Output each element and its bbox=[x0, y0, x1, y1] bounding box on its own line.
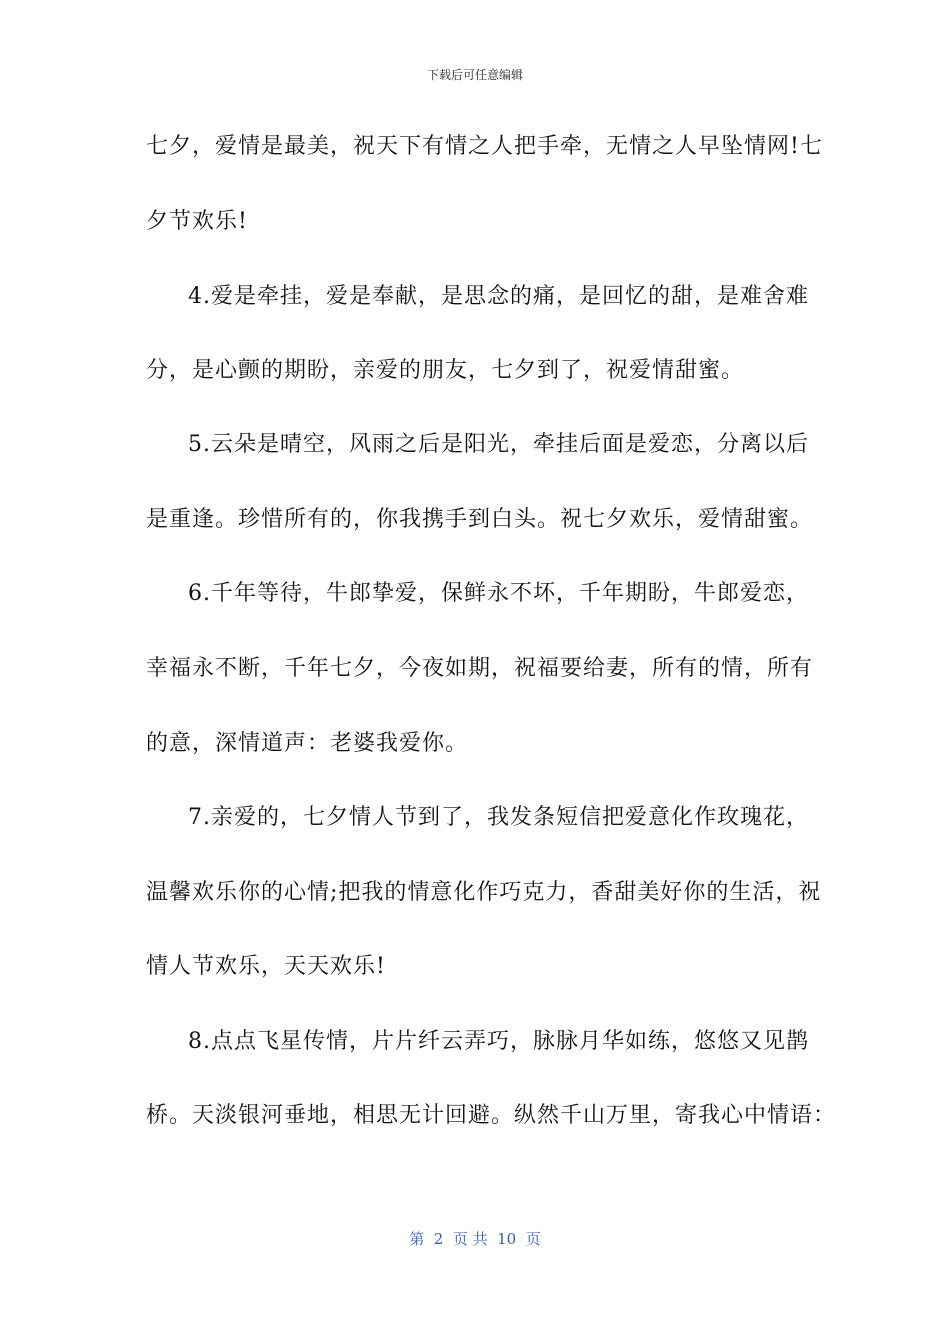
body-line: 是重逢。珍惜所有的，你我携手到白头。祝七夕欢乐，爱情甜蜜。 bbox=[146, 507, 814, 532]
page-header: 下载后可任意编辑 bbox=[426, 68, 523, 82]
paragraph-4-line: 4.爱是牵挂，爱是奉献，是思念的痛，是回忆的甜，是难舍难 bbox=[188, 284, 809, 309]
paragraph-8-line: 8.点点飞星传情，片片纤云弄巧，脉脉月华如练，悠悠又见鹊 bbox=[188, 1029, 809, 1054]
body-line: 幸福永不断，千年七夕，今夜如期，祝福要给妻，所有的情，所有 bbox=[146, 656, 814, 681]
body-line: 分，是心颤的期盼，亲爱的朋友，七夕到了，祝爱情甜蜜。 bbox=[146, 358, 745, 383]
paragraph-5-line: 5.云朵是晴空，风雨之后是阳光，牵挂后面是爱恋，分离以后 bbox=[188, 432, 809, 457]
body-line: 的意，深情道声：老婆我爱你。 bbox=[146, 731, 469, 756]
body-line: 温馨欢乐你的心情;把我的情意化作巧克力，香甜美好你的生活，祝 bbox=[146, 880, 822, 905]
body-line: 七夕，爱情是最美，祝天下有情之人把手牵，无情之人早坠情网!七 bbox=[146, 134, 823, 159]
paragraph-7-line: 7.亲爱的，七夕情人节到了，我发条短信把爱意化作玫瑰花， bbox=[188, 805, 809, 830]
page-footer: 第 2 页 共 10 页 bbox=[409, 1230, 541, 1248]
body-line: 夕节欢乐! bbox=[146, 209, 248, 234]
paragraph-6-line: 6.千年等待，牛郎挚爱，保鲜永不坏，千年期盼，牛郎爱恋， bbox=[188, 581, 809, 606]
body-line: 桥。天淡银河垂地，相思无计回避。纵然千山万里，寄我心中情语： bbox=[146, 1103, 837, 1128]
body-line: 情人节欢乐，天天欢乐! bbox=[146, 954, 386, 979]
